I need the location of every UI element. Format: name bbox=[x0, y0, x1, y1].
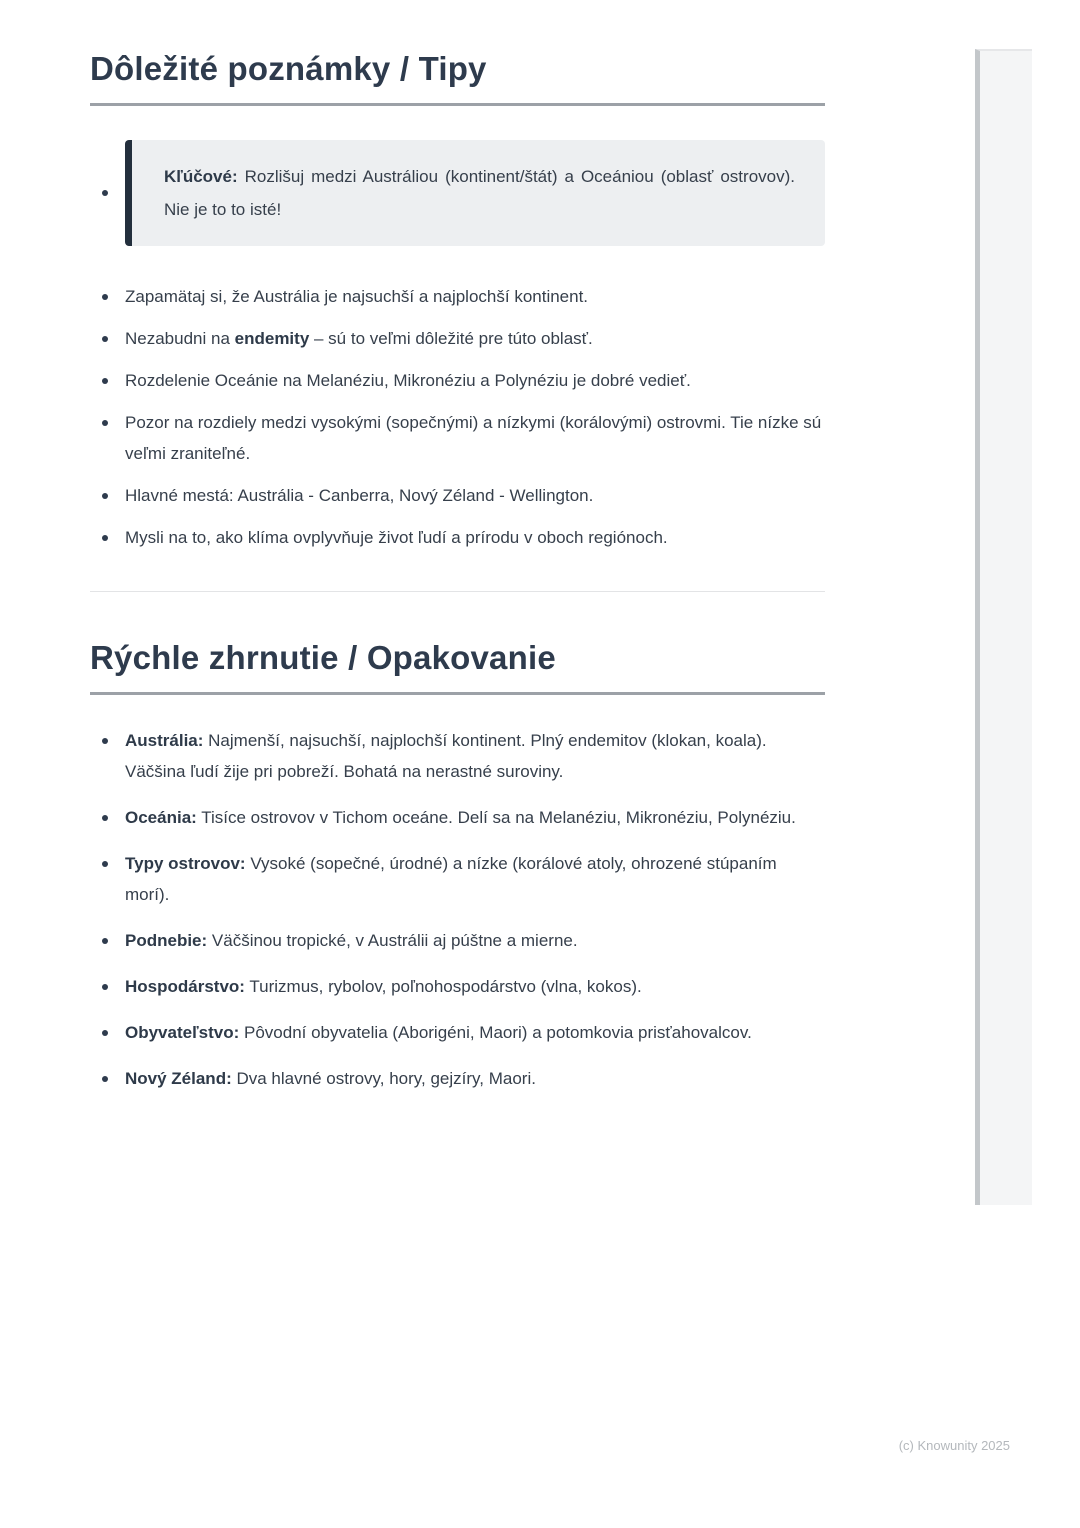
list-item-text: Mysli na to, ako klíma ovplyvňuje život ľudí a prírodu v oboch regiónoch. bbox=[125, 528, 668, 547]
document-page bbox=[90, 0, 825, 1109]
list-item-text: Hlavné mestá: Austrália - Canberra, Nový Zéland - Wellington. bbox=[125, 486, 594, 505]
list-item-bold: Podnebie: bbox=[125, 931, 208, 950]
list-item bbox=[90, 725, 825, 787]
list-item-bold: Nový Zéland: bbox=[125, 1069, 232, 1088]
section-divider bbox=[90, 591, 825, 592]
list-item-text: Najmenší, najsuchší, najplochší kontinent. Plný endemitov (klokan, koala). Väčšina ľudí žije pri pobreží. Bohatá na nerastné suroviny. bbox=[125, 731, 767, 781]
list-item bbox=[90, 522, 825, 553]
list-item-text: Turizmus, rybolov, poľnohospodárstvo (vlna, kokos). bbox=[244, 977, 642, 996]
list-item bbox=[90, 802, 825, 833]
list-item-bold: Hospodárstvo: bbox=[125, 977, 245, 996]
bullet-icon bbox=[102, 738, 108, 744]
list-item bbox=[90, 1017, 825, 1048]
list-item bbox=[90, 407, 825, 469]
heading-rule bbox=[90, 103, 825, 106]
summary-list bbox=[90, 725, 825, 1094]
list-item bbox=[90, 848, 825, 910]
list-item-text: Rozdelenie Oceánie na Melanéziu, Mikronéziu a Polynéziu je dobré vedieť. bbox=[125, 371, 691, 390]
bullet-icon bbox=[102, 984, 108, 990]
list-item-text: Väčšinou tropické, v Austrálii aj púštne a mierne. bbox=[207, 931, 578, 950]
list-item bbox=[90, 281, 825, 312]
list-item-bold: Oceánia: bbox=[125, 808, 197, 827]
callout-text: Rozlišuj medzi Austráliou (kontinent/štát) a Oceániou (oblasť ostrovov). Nie je to to isté! bbox=[164, 167, 795, 219]
bullet-icon bbox=[102, 815, 108, 821]
list-item bbox=[90, 323, 825, 354]
heading-rule bbox=[90, 692, 825, 695]
tips-list bbox=[90, 281, 825, 553]
section-title-summary: Rýchle zhrnutie / Opakovanie bbox=[90, 639, 556, 676]
callout-lead-bold: Kľúčové: bbox=[164, 167, 238, 186]
list-item-text: Pôvodní obyvatelia (Aborigéni, Maori) a potomkovia prisťahovalcov. bbox=[239, 1023, 752, 1042]
key-note-callout bbox=[125, 140, 825, 246]
list-item bbox=[90, 1063, 825, 1094]
list-item-bold: Obyvateľstvo: bbox=[125, 1023, 240, 1042]
list-item bbox=[90, 480, 825, 511]
list-item bbox=[90, 925, 825, 956]
list-item bbox=[90, 971, 825, 1002]
footer-copyright: (c) Knowunity 2025 bbox=[898, 1438, 1010, 1453]
list-item-text: Vysoké (sopečné, úrodné) a nízke (korálové atoly, ohrozené stúpaním morí). bbox=[125, 854, 777, 904]
bullet-icon bbox=[102, 378, 108, 384]
bullet-icon bbox=[102, 336, 108, 342]
bullet-icon bbox=[102, 535, 108, 541]
bullet-icon bbox=[102, 190, 108, 196]
bullet-icon bbox=[102, 1030, 108, 1036]
list-item-text: Dva hlavné ostrovy, hory, gejzíry, Maori. bbox=[231, 1069, 536, 1088]
bullet-icon bbox=[102, 938, 108, 944]
adjacent-page-edge bbox=[975, 49, 1032, 1205]
callout-list-item bbox=[90, 140, 825, 246]
bullet-icon bbox=[102, 420, 108, 426]
list-item-bold: Typy ostrovov: bbox=[125, 854, 246, 873]
list-item-text: Tisíce ostrovov v Tichom oceáne. Delí sa na Melanéziu, Mikronéziu, Polynéziu. bbox=[196, 808, 796, 827]
bullet-icon bbox=[102, 1076, 108, 1082]
list-item-bold: endemity bbox=[234, 329, 310, 348]
list-item-text: Zapamätaj si, že Austrália je najsuchší a najplochší kontinent. bbox=[125, 287, 589, 306]
list-item-text: Pozor na rozdiely medzi vysokými (sopečnými) a nízkymi (korálovými) ostrovmi. Tie nízke sú veľmi zraniteľné. bbox=[125, 413, 822, 463]
list-item-text: – sú to veľmi dôležité pre túto oblasť. bbox=[309, 329, 593, 348]
list-item bbox=[90, 365, 825, 396]
bullet-icon bbox=[102, 294, 108, 300]
bullet-icon bbox=[102, 861, 108, 867]
list-item-bold: Austrália: bbox=[125, 731, 204, 750]
section-title-notes: Dôležité poznámky / Tipy bbox=[90, 50, 487, 87]
bullet-icon bbox=[102, 493, 108, 499]
list-item-text: Nezabudni na bbox=[125, 329, 235, 348]
